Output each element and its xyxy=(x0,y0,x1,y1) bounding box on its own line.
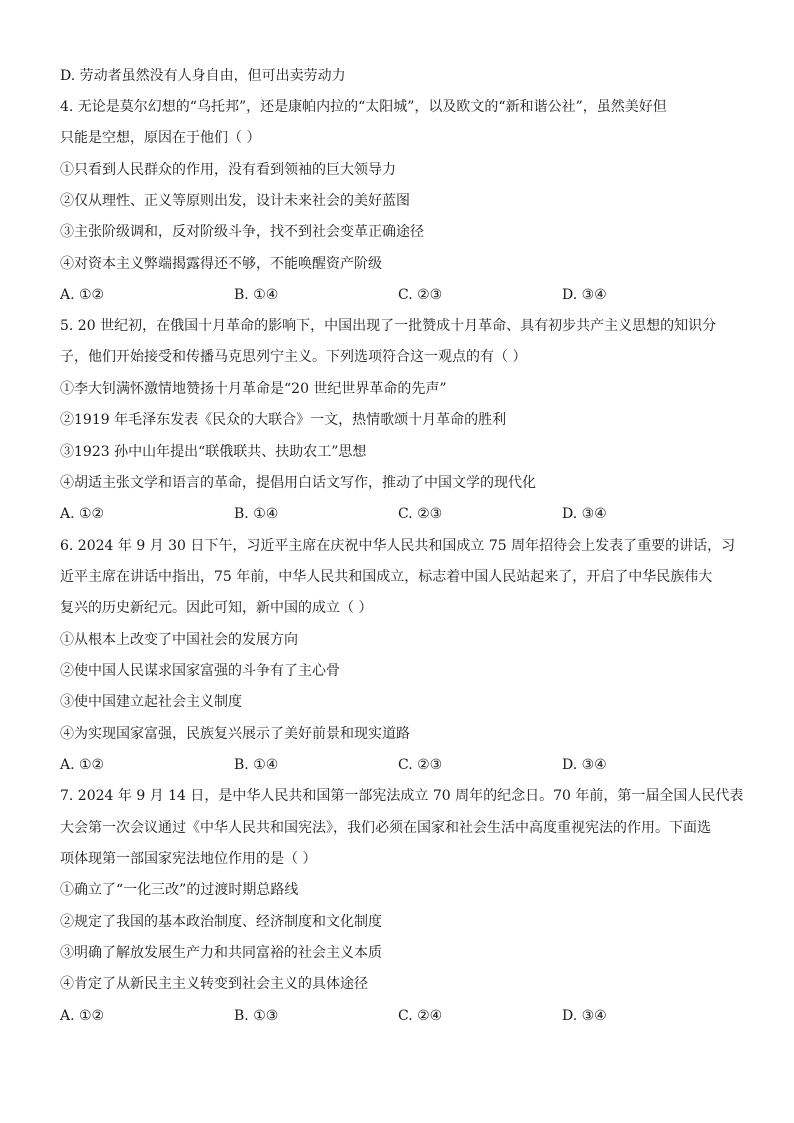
question-5-option-b: B. ①④ xyxy=(234,506,279,522)
question-4-statement-1: ①只看到人民群众的作用，没有看到领袖的巨大领导力 xyxy=(60,162,396,178)
question-4-stem-line-1: 4. 无论是莫尔幻想的“乌托邦”，还是康帕内拉的“太阳城”，以及欧文的“新和谐公社”，虽然美好但 xyxy=(60,99,667,115)
question-6-option-d: D. ③④ xyxy=(562,757,607,773)
question-4-statement-2: ②仅从理性、正义等原则出发，设计未来社会的美好蓝图 xyxy=(60,193,410,209)
question-5-statement-3: ③1923 孙中山年提出“联俄联共、扶助农工”思想 xyxy=(60,444,367,460)
question-6-statement-1: ①从根本上改变了中国社会的发展方向 xyxy=(60,632,298,648)
question-7-stem-line-3: 项体现第一部国家宪法地位作用的是（ ） xyxy=(60,851,317,867)
question-7-option-a: A. ①② xyxy=(60,1008,105,1024)
question-7-stem-line-2: 大会第一次会议通过《中华人民共和国宪法》，我们必须在国家和社会生活中高度重视宪法的作用。下面选 xyxy=(60,820,711,836)
question-6-option-b: B. ①④ xyxy=(234,757,279,773)
question-6-stem-line-3: 复兴的历史新纪元。因此可知，新中国的成立（ ） xyxy=(60,600,373,616)
question-7-option-b: B. ①③ xyxy=(234,1008,279,1024)
question-7-option-c: C. ②④ xyxy=(398,1008,443,1024)
question-7-statement-2: ②规定了我国的基本政治制度、经济制度和文化制度 xyxy=(60,914,382,930)
question-4-option-b: B. ①④ xyxy=(234,287,279,303)
question-5-statement-1: ①李大钊满怀激情地赞扬十月革命是“20 世纪世界革命的先声” xyxy=(60,381,447,397)
question-5-statement-2: ②1919 年毛泽东发表《民众的大联合》一文，热情歌颂十月革命的胜利 xyxy=(60,412,507,428)
question-4-statement-3: ③主张阶级调和，反对阶级斗争，找不到社会变革正确途径 xyxy=(60,224,424,240)
question-6-statement-2: ②使中国人民谋求国家富强的斗争有了主心骨 xyxy=(60,663,340,679)
question-7-stem-line-1: 7. 2024 年 9 月 14 日，是中华人民共和国第一部宪法成立 70 周年的纪念日。70 年前，第一届全国人民代表 xyxy=(60,788,744,804)
question-6-option-a: A. ①② xyxy=(60,757,105,773)
question-5-option-d: D. ③④ xyxy=(562,506,607,522)
question-5-stem-line-1: 5. 20 世纪初，在俄国十月革命的影响下，中国出现了一批赞成十月革命、具有初步共产主义思想的知识分 xyxy=(60,318,717,334)
question-7-statement-1: ①确立了“一化三改”的过渡时期总路线 xyxy=(60,882,299,898)
option-d-previous-question: D. 劳动者虽然没有人身自由，但可出卖劳动力 xyxy=(60,68,346,84)
question-7-options xyxy=(60,1006,750,1026)
question-4-options xyxy=(60,285,750,305)
question-5-option-a: A. ①② xyxy=(60,506,105,522)
question-5-option-c: C. ②③ xyxy=(398,506,443,522)
question-6-statement-4: ④为实现国家富强，民族复兴展示了美好前景和现实道路 xyxy=(60,726,410,742)
question-6-options xyxy=(60,755,750,775)
question-6-stem-line-2: 近平主席在讲话中指出，75 年前，中华人民共和国成立，标志着中国人民站起来了，开启了中华民族伟大 xyxy=(60,569,713,585)
question-7-option-d: D. ③④ xyxy=(562,1008,607,1024)
question-4-option-c: C. ②③ xyxy=(398,287,443,303)
question-6-statement-3: ③使中国建立起社会主义制度 xyxy=(60,694,242,710)
question-4-stem-line-2: 只能是空想，原因在于他们（ ） xyxy=(60,130,261,146)
question-7-statement-3: ③明确了解放发展生产力和共同富裕的社会主义本质 xyxy=(60,945,382,961)
question-5-statement-4: ④胡适主张文学和语言的革命，提倡用白话文写作，推动了中国文学的现代化 xyxy=(60,475,536,491)
question-6-option-c: C. ②③ xyxy=(398,757,443,773)
question-5-options xyxy=(60,504,750,524)
question-4-option-d: D. ③④ xyxy=(562,287,607,303)
question-4-statement-4: ④对资本主义弊端揭露得还不够，不能唤醒资产阶级 xyxy=(60,256,382,272)
question-6-stem-line-1: 6. 2024 年 9 月 30 日下午，习近平主席在庆祝中华人民共和国成立 75 周年招待会上发表了重要的讲话，习 xyxy=(60,538,736,554)
question-5-stem-line-2: 子，他们开始接受和传播马克思列宁主义。下列选项符合这一观点的有（ ） xyxy=(60,349,527,365)
question-7-statement-4: ④肯定了从新民主主义转变到社会主义的具体途径 xyxy=(60,976,368,992)
question-4-option-a: A. ①② xyxy=(60,287,105,303)
